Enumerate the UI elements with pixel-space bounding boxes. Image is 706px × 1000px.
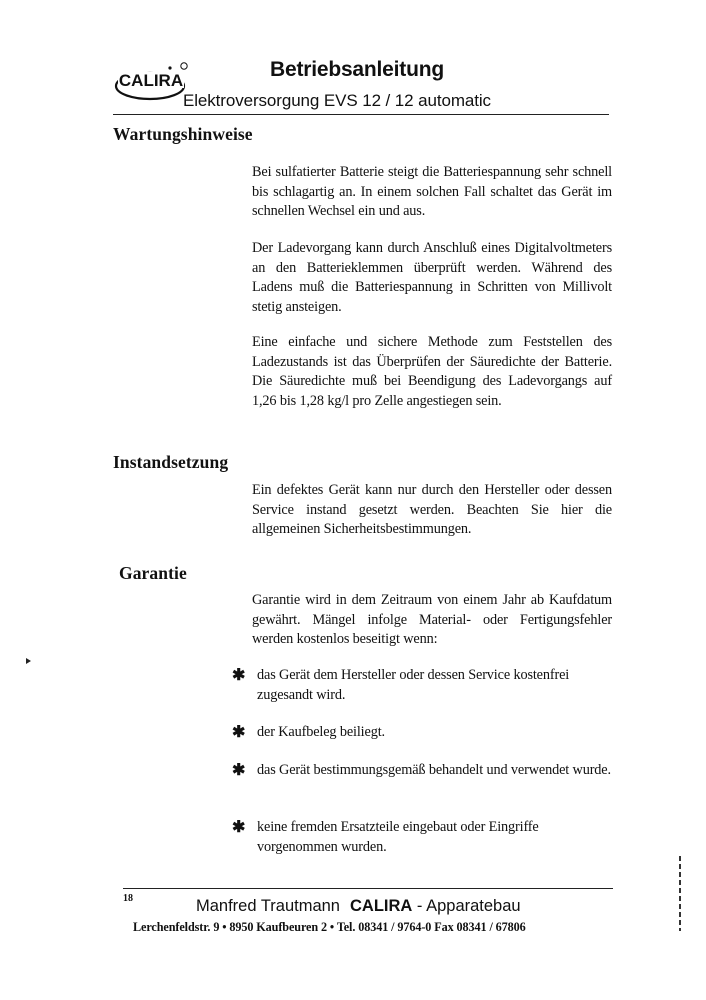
list-item-text: keine fremden Ersatzteile eingebaut oder Eingriffe vorgenommen wurden. xyxy=(257,819,539,855)
footer-company-line xyxy=(196,897,521,916)
paragraph-instandsetzung: Ein defektes Gerät kann nur durch den Hersteller oder dessen Service instand gesetzt werden. Beachten Sie hier die allgemeinen Sicherheitsbestimmungen. xyxy=(252,482,612,538)
scan-mark-arrow-icon xyxy=(26,658,31,664)
document-subtitle: Elektroversorgung EVS 12 / 12 automatic xyxy=(183,91,491,110)
paragraph-ladevorgang: Der Ladevorgang kann durch Anschluß eines Digitalvoltmeters an den Batterieklemmen überprüft werden. Während des Ladens muß die Batteriespannung in Schritten von Millivolt stetig ansteigen. xyxy=(252,240,612,315)
paragraph-saeuredichte: Eine einfache und sichere Methode zum Feststellen des Ladezustands ist das Überprüfen der Säuredichte der Batterie. Die Säuredichte muß bei Beendigung des Ladevorgangs auf 1,26 bis 1,28 kg/l pro Zelle angestiegen sein. xyxy=(252,334,612,409)
list-item xyxy=(232,818,617,857)
list-item xyxy=(232,761,617,781)
paragraph-garantie: Garantie wird in dem Zeitraum von einem Jahr ab Kaufdatum gewährt. Mängel infolge Material- oder Fertigungsfehler werden kostenlos beseitigt wenn: xyxy=(252,592,612,648)
section-heading-instandsetzung: Instandsetzung xyxy=(113,452,229,472)
document-title: Betriebsanleitung xyxy=(270,58,444,81)
logo-text: CALIRA xyxy=(118,71,184,90)
list-item xyxy=(232,666,617,705)
list-item-text: das Gerät bestimmungsgemäß behandelt und verwendet wurde. xyxy=(257,762,611,778)
footer-address: Lerchenfeldstr. 9 • 8950 Kaufbeuren 2 • Tel. 08341 / 9764-0 Fax 08341 / 67806 xyxy=(133,920,526,934)
footer-name: Manfred Trautmann xyxy=(196,897,340,915)
footer-company: - Apparatebau xyxy=(416,897,521,915)
page-number: 18 xyxy=(123,893,133,904)
footer-brand: CALIRA xyxy=(350,897,413,915)
asterisk-bullet-icon: ✱ xyxy=(232,667,246,684)
asterisk-bullet-icon: ✱ xyxy=(232,819,246,836)
calira-logo xyxy=(110,60,190,102)
list-item-text: der Kaufbeleg beiliegt. xyxy=(257,724,385,740)
scan-edge-mark xyxy=(679,856,681,931)
footer-divider xyxy=(123,888,613,889)
paragraph-sulfatierung: Bei sulfatierter Batterie steigt die Batteriespannung sehr schnell bis schlagartig an. In einem solchen Fall schaltet das Gerät im schnellen Wechsel ein und aus. xyxy=(252,164,612,220)
list-item-text: das Gerät dem Hersteller oder dessen Service kostenfrei zugesandt wird. xyxy=(257,667,570,703)
calira-logo-icon xyxy=(110,60,192,104)
asterisk-bullet-icon: ✱ xyxy=(232,724,246,741)
asterisk-bullet-icon: ✱ xyxy=(232,762,246,779)
section-heading-garantie: Garantie xyxy=(119,563,187,583)
header-divider xyxy=(113,114,609,115)
list-item xyxy=(232,723,617,743)
section-heading-wartungshinweise: Wartungshinweise xyxy=(113,124,253,144)
